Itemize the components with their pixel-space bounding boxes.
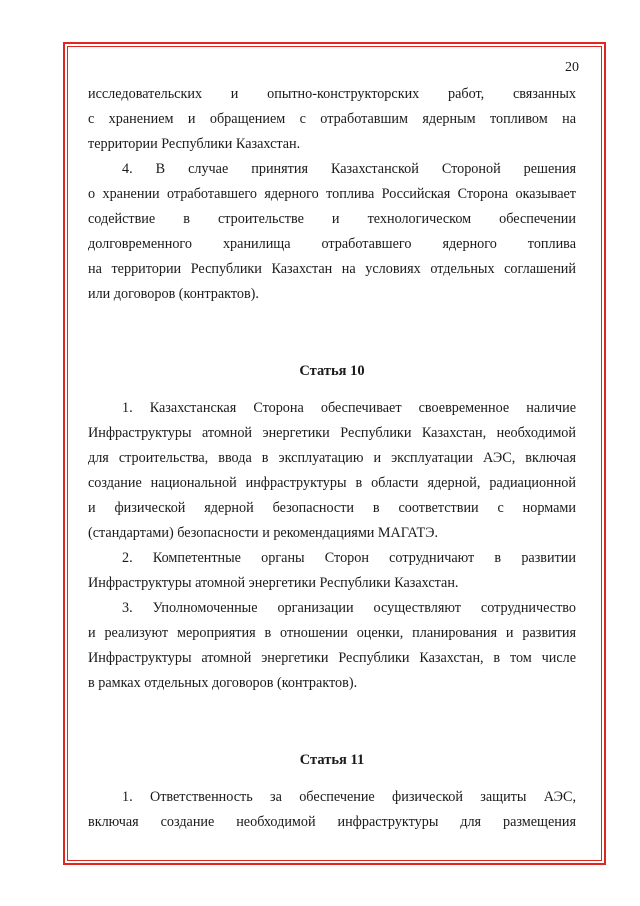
text-line: в рамках отдельных договоров (контрактов). — [88, 675, 358, 691]
text-line: и реализуют мероприятия в отношении оценки, планирования и развития — [88, 625, 576, 641]
article-10-paragraph-2 — [88, 546, 576, 596]
text-line: содействие в строительстве и технологическом обеспечении — [88, 211, 576, 227]
article-11-paragraph-1 — [88, 785, 576, 835]
text-line: создание национальной инфраструктуры в области ядерной, радиационной — [88, 475, 576, 491]
text-line: или договоров (контрактов). — [88, 286, 259, 302]
text-line: для строительства, ввода в эксплуатацию и эксплуатации АЭС, включая — [88, 450, 576, 466]
continuation-paragraph — [88, 82, 576, 157]
text-line: 2. Компетентные органы Сторон сотрудничают в развитии — [122, 550, 576, 566]
text-line: Инфраструктуры атомной энергетики Республики Казахстан. — [88, 575, 459, 591]
text-line: включая создание необходимой инфраструктуры для размещения — [88, 814, 576, 830]
paragraph-4 — [88, 157, 576, 307]
text-line: долговременного хранилища отработавшего ядерного топлива — [88, 236, 576, 252]
document-body — [88, 82, 576, 835]
text-line: территории Республики Казахстан. — [88, 136, 301, 152]
page-number: 20 — [565, 60, 579, 75]
text-line: (стандартами) безопасности и рекомендациями МАГАТЭ. — [88, 525, 439, 541]
article-10-heading: Статья 10 — [299, 363, 365, 379]
article-10-paragraph-3 — [88, 596, 576, 696]
article-10-paragraph-1 — [88, 396, 576, 546]
text-line: с хранением и обращением с отработавшим ядерным топливом на — [88, 111, 576, 127]
text-line: и физической ядерной безопасности в соответствии с нормами — [88, 500, 576, 516]
text-line: на территории Республики Казахстан на условиях отдельных соглашений — [88, 261, 576, 277]
text-line: о хранении отработавшего ядерного топлива Российская Сторона оказывает — [88, 186, 576, 202]
text-line: 3. Уполномоченные организации осуществляют сотрудничество — [122, 600, 576, 616]
text-line: 1. Казахстанская Сторона обеспечивает своевременное наличие — [122, 400, 576, 416]
text-line: 1. Ответственность за обеспечение физической защиты АЭС, — [122, 789, 576, 805]
text-line: исследовательских и опытно-конструкторских работ, связанных — [88, 86, 576, 102]
text-line: Инфраструктуры атомной энергетики Республики Казахстан, в том числе — [88, 650, 576, 666]
text-line: Инфраструктуры атомной энергетики Республики Казахстан, необходимой — [88, 425, 576, 441]
text-line: 4. В случае принятия Казахстанской Стороной решения — [122, 161, 576, 177]
article-11-heading: Статья 11 — [299, 752, 365, 768]
